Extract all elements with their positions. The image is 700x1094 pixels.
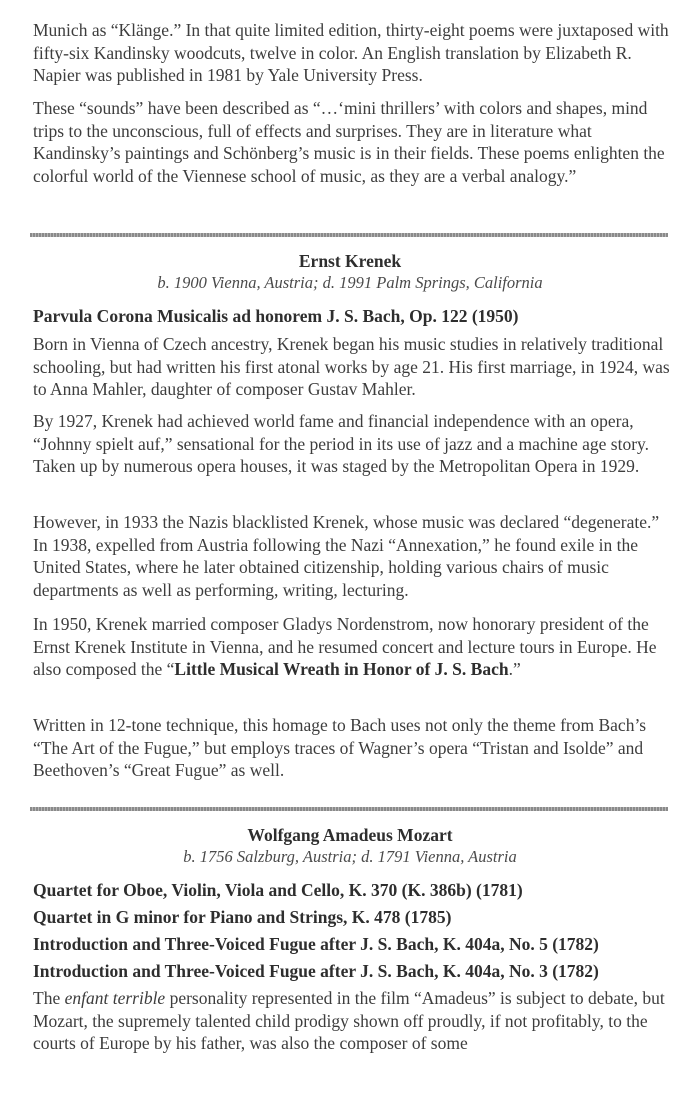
italic-phrase: enfant terrible [64,988,166,1008]
work-title: Introduction and Three-Voiced Fugue after J. S. Bach, K. 404a, No. 3 (1782) [33,961,599,981]
text-run: The [33,988,65,1008]
work-title: Introduction and Three-Voiced Fugue after J. S. Bach, K. 404a, No. 5 (1782) [33,934,599,954]
body-paragraph [33,613,673,681]
section-divider [30,807,668,811]
body-paragraph: Born in Vienna of Czech ancestry, Krenek began his music studies in relatively traditional schooling, but had written his first atonal works by age 21. His first marriage, in 1924, was to Anna Mahler, daughter of composer Gustav Mahler. [33,334,670,399]
work-title: Quartet in G minor for Piano and Strings, K. 478 (1785) [33,907,452,927]
body-paragraph [33,987,673,1055]
intro-paragraph: These “sounds” have been described as “…‘mini thrillers’ with colors and shapes, mind trips to the unconscious, full of effects and surprises. They are in literature what Kandinsky’s paintings and Schönberg’s music is in their fields. These poems enlighten the colorful world of the Viennese school of music, as they are a verbal analogy.” [33,98,665,186]
intro-paragraph: Munich as “Klänge.” In that quite limited edition, thirty-eight poems were juxtaposed with fifty-six Kandinsky woodcuts, twelve in color. An English translation by Elizabeth R. Napier was published in 1981 by Yale University Press. [33,20,669,85]
composer-header-mozart [0,824,700,868]
composer-name: Wolfgang Amadeus Mozart [247,825,453,845]
composer-dates: b. 1756 Salzburg, Austria; d. 1791 Vienna, Austria [183,847,517,866]
composer-name: Ernst Krenek [298,251,402,271]
body-paragraph: However, in 1933 the Nazis blacklisted Krenek, whose music was declared “degenerate.” In 1938, expelled from Austria following the Nazi “Annexation,” he found exile in the United States, where he later obtained citizenship, holding various chairs of music departments as well as performing, writing, lecturing. [33,512,660,600]
work-title: Quartet for Oboe, Violin, Viola and Cello, K. 370 (K. 386b) (1781) [33,880,523,900]
text-run: In 1950, Krenek married composer Gladys Nordenstrom, now honorary president of the Ernst Krenek Institute in Vienna, and he resumed concert and lecture tours in Europe. He also composed the “ [33,614,657,679]
body-paragraph: Written in 12-tone technique, this homage to Bach uses not only the theme from Bach’s “The Art of the Fugue,” but employs traces of Wagner’s opera “Tristan and Isolde” and Beethoven’s “Great Fugue” as well. [33,715,647,780]
work-reference: Little Musical Wreath in Honor of J. S. Bach [174,659,509,679]
text-run: personality represented in the film “Amadeus” is subject to debate, but Mozart, the supremely talented child prodigy shown off proudly, if not profitably, to the courts of Europe by his father, was also the composer of some [33,988,665,1053]
work-title: Parvula Corona Musicalis ad honorem J. S. Bach, Op. 122 (1950) [33,306,519,326]
section-divider [30,233,668,237]
body-paragraph: By 1927, Krenek had achieved world fame and financial independence with an opera, “Johnny spielt auf,” sensational for the period in its use of jazz and a machine age story. Taken up by numerous opera houses, it was staged by the Metropolitan Opera in 1929. [33,411,650,476]
composer-header-krenek [0,250,700,294]
text-run: .” [508,659,521,679]
composer-dates: b. 1900 Vienna, Austria; d. 1991 Palm Springs, California [157,273,543,292]
